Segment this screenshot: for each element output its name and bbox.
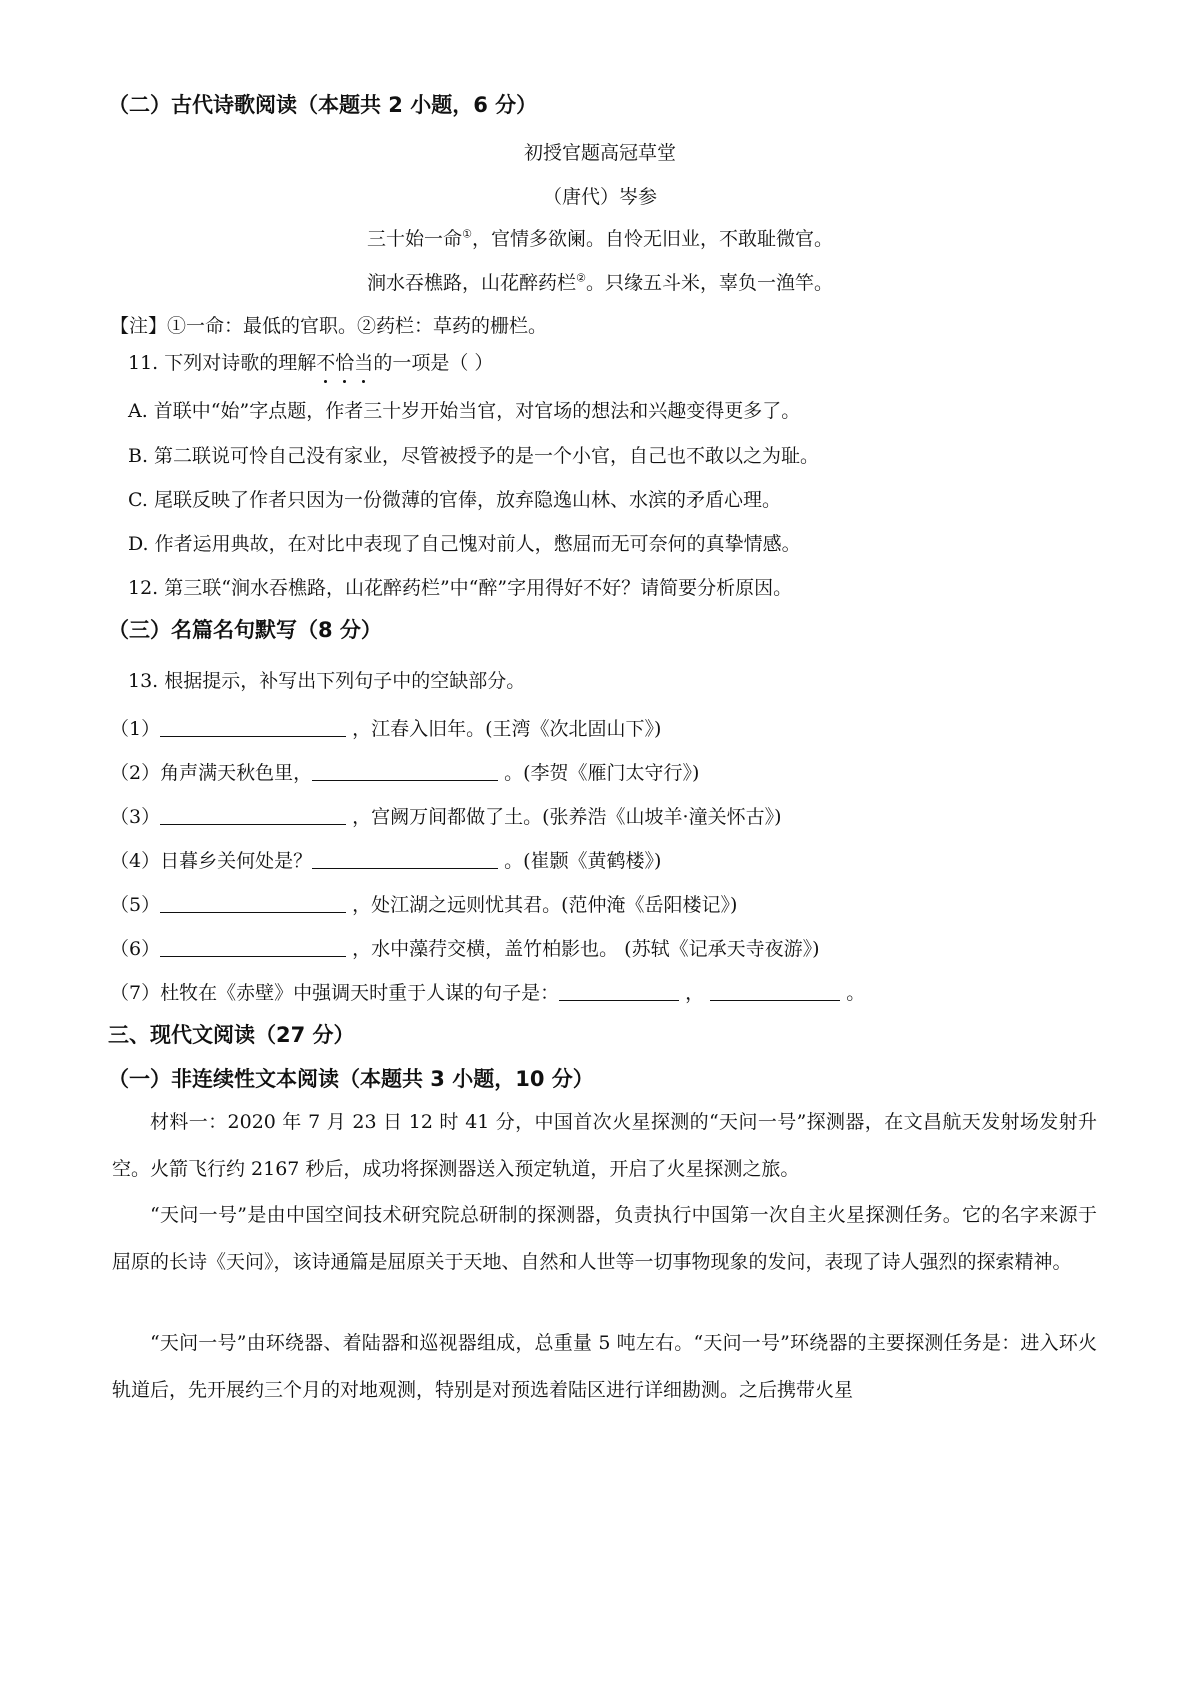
emphasis-char: 不 — [316, 352, 336, 374]
emphasis-char: 当 — [354, 352, 374, 374]
answer-blank[interactable] — [160, 936, 346, 957]
answer-blank[interactable] — [559, 980, 679, 1001]
sub-heading-nonlinear: （一）非连续性文本阅读（本题共 3 小题，10 分） — [108, 1067, 594, 1091]
answer-blank[interactable] — [160, 804, 346, 825]
recite-item-3: （3） ，宫阙万间都做了土。(张养浩《山坡羊·潼关怀古》) — [110, 806, 782, 828]
recite-item-7: （7）杜牧在《赤壁》中强调天时重于人谋的句子是： ， 。 — [110, 982, 866, 1004]
answer-blank[interactable] — [160, 892, 346, 913]
emphasis-char: 恰 — [335, 352, 355, 374]
section-heading-recite: （三）名篇名句默写（8 分） — [108, 618, 382, 642]
answer-blank[interactable] — [312, 848, 498, 869]
question-13: 13. 根据提示，补写出下列句子中的空缺部分。 — [128, 670, 526, 692]
option-a: A. 首联中“始”字点题，作者三十岁开始当官，对官场的想法和兴趣变得更多了。 — [128, 400, 801, 422]
poem-line-1: 三十始一命①，官情多欲阑。自怜无旧业，不敢耻微官。 — [367, 227, 833, 250]
option-d: D. 作者运用典故，在对比中表现了自己愧对前人，憋屈而无可奈何的真挚情感。 — [128, 533, 801, 555]
poem-note: 【注】①一命：最低的官职。②药栏：草药的栅栏。 — [110, 315, 548, 337]
poem-author: （唐代）岑参 — [542, 186, 657, 208]
option-b: B. 第二联说可怜自己没有家业，尽管被授予的是一个小官，自己也不敢以之为耻。 — [128, 445, 820, 467]
answer-blank[interactable] — [710, 980, 840, 1001]
recite-item-2: （2）角声满天秋色里， 。(李贺《雁门太守行》) — [110, 762, 700, 784]
question-11: 11. 下列对诗歌的理解不恰当的一项是（ ） — [128, 352, 494, 374]
recite-item-5: （5） ，处江湖之远则忧其君。(范仲淹《岳阳楼记》) — [110, 894, 738, 916]
paragraph-3: “天问一号”由环绕器、着陆器和巡视器组成，总重量 5 吨左右。“天问一号”环绕器的主要探测任务是：进入环火轨道后，先开展约三个月的对地观测，特别是对预选着陆区进行详细勘测。之后携带火星 — [112, 1332, 1097, 1401]
question-12: 12. 第三联“涧水吞樵路，山花醉药栏”中“醉”字用得好不好？请简要分析原因。 — [128, 577, 793, 599]
option-c: C. 尾联反映了作者只因为一份微薄的官俸，放弃隐逸山林、水滨的矛盾心理。 — [128, 489, 781, 511]
poem-title: 初授官题高冠草堂 — [523, 142, 676, 164]
section-heading-modern: 三、现代文阅读（27 分） — [108, 1023, 355, 1047]
paragraph-1: 材料一：2020 年 7 月 23 日 12 时 41 分，中国首次火星探测的“天问一号”探测器，在文昌航天发射场发射升空。火箭飞行约 2167 秒后，成功将探测器送入预定轨道，开启了火星探测之旅。 — [112, 1111, 1097, 1180]
paragraph-2: “天问一号”是由中国空间技术研究院总研制的探测器，负责执行中国第一次自主火星探测任务。它的名字来源于屈原的长诗《天问》，该诗通篇是屈原关于天地、自然和人世等一切事物现象的发问，表现了诗人强烈的探索精神。 — [112, 1204, 1097, 1273]
poem-line-2: 涧水吞樵路，山花醉药栏②。只缘五斗米，辜负一渔竿。 — [367, 271, 833, 294]
answer-blank[interactable] — [312, 760, 498, 781]
answer-blank[interactable] — [160, 716, 346, 737]
section-heading-poetry: （二）古代诗歌阅读（本题共 2 小题，6 分） — [108, 93, 538, 117]
recite-item-1: （1） ，江春入旧年。(王湾《次北固山下》) — [110, 718, 662, 740]
recite-item-6: （6） ，水中藻荇交横，盖竹柏影也。 (苏轼《记承天寺夜游》) — [110, 938, 820, 960]
recite-item-4: （4）日暮乡关何处是？ 。(崔颢《黄鹤楼》) — [110, 850, 662, 872]
